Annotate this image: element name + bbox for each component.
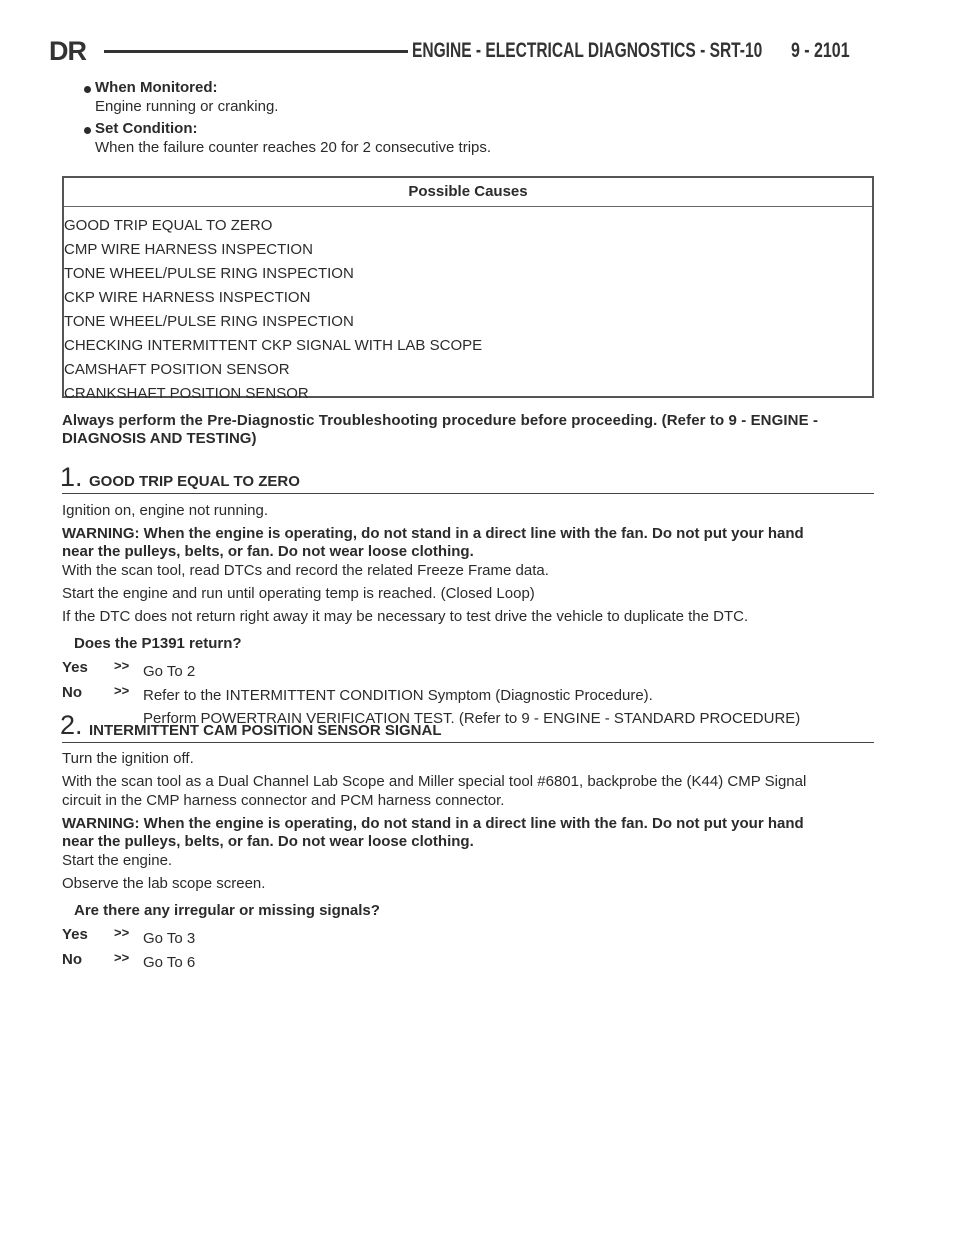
warning-text: WARNING: When the engine is operating, do not stand in a direct line with the fan. Do not put your hand (62, 525, 804, 542)
step-paragraph: Start the engine and run until operating temp is reached. (Closed Loop) (62, 585, 535, 602)
answer-yes-label: Yes (62, 926, 88, 943)
pre-diagnostic-note: DIAGNOSIS AND TESTING) (62, 430, 257, 447)
step-divider (62, 493, 874, 494)
answer-no-label: No (62, 951, 82, 968)
step-number: 2. (60, 710, 83, 740)
answer-no-text: Refer to the INTERMITTENT CONDITION Symptom (Diagnostic Procedure). (143, 687, 653, 704)
cause-item: CMP WIRE HARNESS INSPECTION (64, 241, 313, 258)
step-paragraph: With the scan tool as a Dual Channel Lab Scope and Miller special tool #6801, backprobe the (K44) CMP Signal (62, 773, 807, 790)
arrow-icon: >> (114, 658, 130, 673)
answer-no-text: Perform POWERTRAIN VERIFICATION TEST. (Refer to 9 - ENGINE - STANDARD PROCEDURE) (143, 710, 801, 727)
header-code: DR (49, 36, 86, 66)
cause-item: TONE WHEEL/PULSE RING INSPECTION (64, 265, 354, 282)
step-paragraph: Observe the lab scope screen. (62, 875, 266, 892)
answer-yes-label: Yes (62, 659, 88, 676)
cause-item: CRANKSHAFT POSITION SENSOR (64, 385, 309, 402)
warning-text: WARNING: When the engine is operating, do not stand in a direct line with the fan. Do not put your hand (62, 815, 804, 832)
possible-causes-title: Possible Causes (64, 178, 872, 207)
header-page-number: 9 - 2101 (791, 39, 850, 62)
answer-yes-text: Go To 2 (143, 663, 196, 680)
condition-label: When Monitored: (95, 79, 218, 96)
condition-label: Set Condition: (95, 120, 198, 137)
step-paragraph: If the DTC does not return right away it may be necessary to test drive the vehicle to duplicate the DTC. (62, 608, 749, 625)
step-paragraph: circuit in the CMP harness connector and PCM harness connector. (62, 792, 505, 809)
header-rule (104, 50, 408, 53)
cause-item: CAMSHAFT POSITION SENSOR (64, 361, 290, 378)
step-title: GOOD TRIP EQUAL TO ZERO (89, 473, 300, 490)
step-question: Are there any irregular or missing signals? (74, 902, 380, 919)
cause-item: CKP WIRE HARNESS INSPECTION (64, 289, 311, 306)
header-title: ENGINE - ELECTRICAL DIAGNOSTICS - SRT-10 (412, 39, 763, 62)
cause-item: GOOD TRIP EQUAL TO ZERO (64, 217, 273, 234)
cause-item: TONE WHEEL/PULSE RING INSPECTION (64, 313, 354, 330)
step-question: Does the P1391 return? (74, 635, 242, 652)
answer-no-text: Go To 6 (143, 954, 196, 971)
possible-causes-table (62, 176, 874, 402)
warning-text: near the pulleys, belts, or fan. Do not wear loose clothing. (62, 543, 474, 560)
step-divider (62, 742, 874, 743)
pre-diagnostic-note: Always perform the Pre-Diagnostic Troubleshooting procedure before proceeding. (Refer to 9 - ENGINE - (62, 412, 819, 429)
step-number: 1. (60, 462, 83, 492)
condition-text: Engine running or cranking. (95, 98, 279, 115)
arrow-icon: >> (114, 950, 130, 965)
answer-yes-text: Go To 3 (143, 930, 196, 947)
bullet-icon (84, 86, 91, 93)
warning-text: near the pulleys, belts, or fan. Do not wear loose clothing. (62, 833, 474, 850)
condition-text: When the failure counter reaches 20 for 2 consecutive trips. (95, 139, 492, 156)
arrow-icon: >> (114, 683, 130, 698)
arrow-icon: >> (114, 925, 130, 940)
step-title: INTERMITTENT CAM POSITION SENSOR SIGNAL (89, 722, 442, 739)
answer-no-label: No (62, 684, 82, 701)
bullet-icon (84, 127, 91, 134)
step-paragraph: Turn the ignition off. (62, 750, 194, 767)
cause-item: CHECKING INTERMITTENT CKP SIGNAL WITH LAB SCOPE (64, 337, 483, 354)
step-paragraph: Start the engine. (62, 852, 173, 869)
step-paragraph: With the scan tool, read DTCs and record the related Freeze Frame data. (62, 562, 549, 579)
step-paragraph: Ignition on, engine not running. (62, 502, 268, 519)
